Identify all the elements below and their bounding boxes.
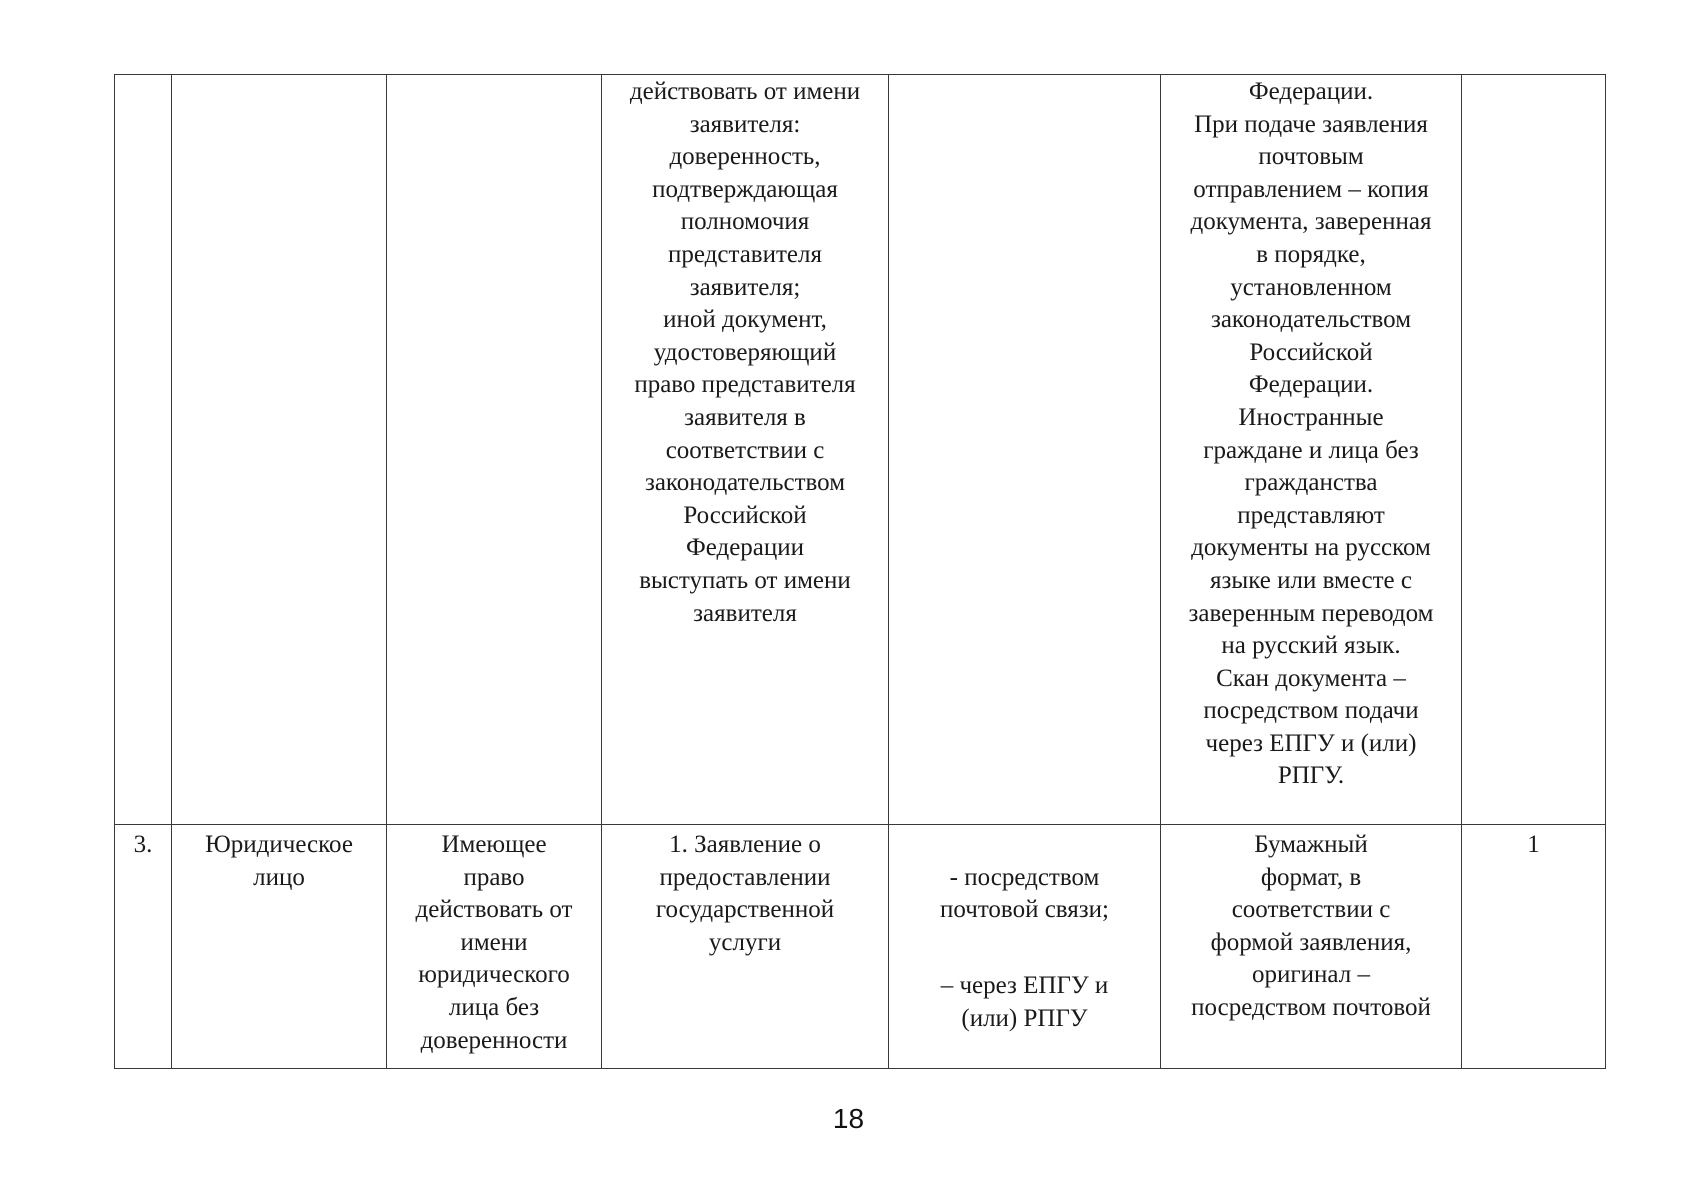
- table-cell-method: [889, 75, 1161, 825]
- page-number: 18: [832, 1103, 865, 1134]
- table-cell-representative: [387, 75, 602, 825]
- table-cell-representative: Имеющее право действовать от имени юридического лица без доверенности: [387, 825, 602, 1069]
- table-cell-requirements: Федерации. При подаче заявления почтовым отправлением – копия документа, заверенная в порядке, установленном законодательством Российской Федерации. Иностранные граждане и лица без гражданства представляют документы на русском языке или вместе с заверенным переводом на русский язык. Скан документа – посредством подачи через ЕПГУ и (или) РПГУ.: [1161, 75, 1462, 825]
- table-cell-applicant: [172, 75, 387, 825]
- table-cell-requirements: Бумажный формат, в соответствии с формой заявления, оригинал – посредством почтовой: [1161, 825, 1462, 1069]
- table-cell-number: 3.: [115, 825, 172, 1069]
- method-portal: – через ЕПГУ и (или) РПГУ: [940, 972, 1109, 1032]
- table-cell-document: действовать от имени заявителя: доверенность, подтверждающая полномочия представителя заявителя; иной документ, удостоверяющий право представителя заявителя в соответствии с законодательством Российской Федерации выступать от имени заявителя: [602, 75, 889, 825]
- table-cell-document: 1. Заявление о предоставлении государственной услуги: [602, 825, 889, 1069]
- documents-table: [114, 74, 1606, 1069]
- table-row: [115, 825, 1606, 1069]
- method-postal: - посредством почтовой связи;: [940, 863, 1109, 924]
- table-cell-quantity: 1: [1462, 825, 1606, 1069]
- table-cell-method: [889, 825, 1161, 1069]
- table-cell-number: [115, 75, 172, 825]
- table-cell-quantity: [1462, 75, 1606, 825]
- table-cell-applicant: Юридическое лицо: [172, 825, 387, 1069]
- table-row-continued: [115, 75, 1606, 825]
